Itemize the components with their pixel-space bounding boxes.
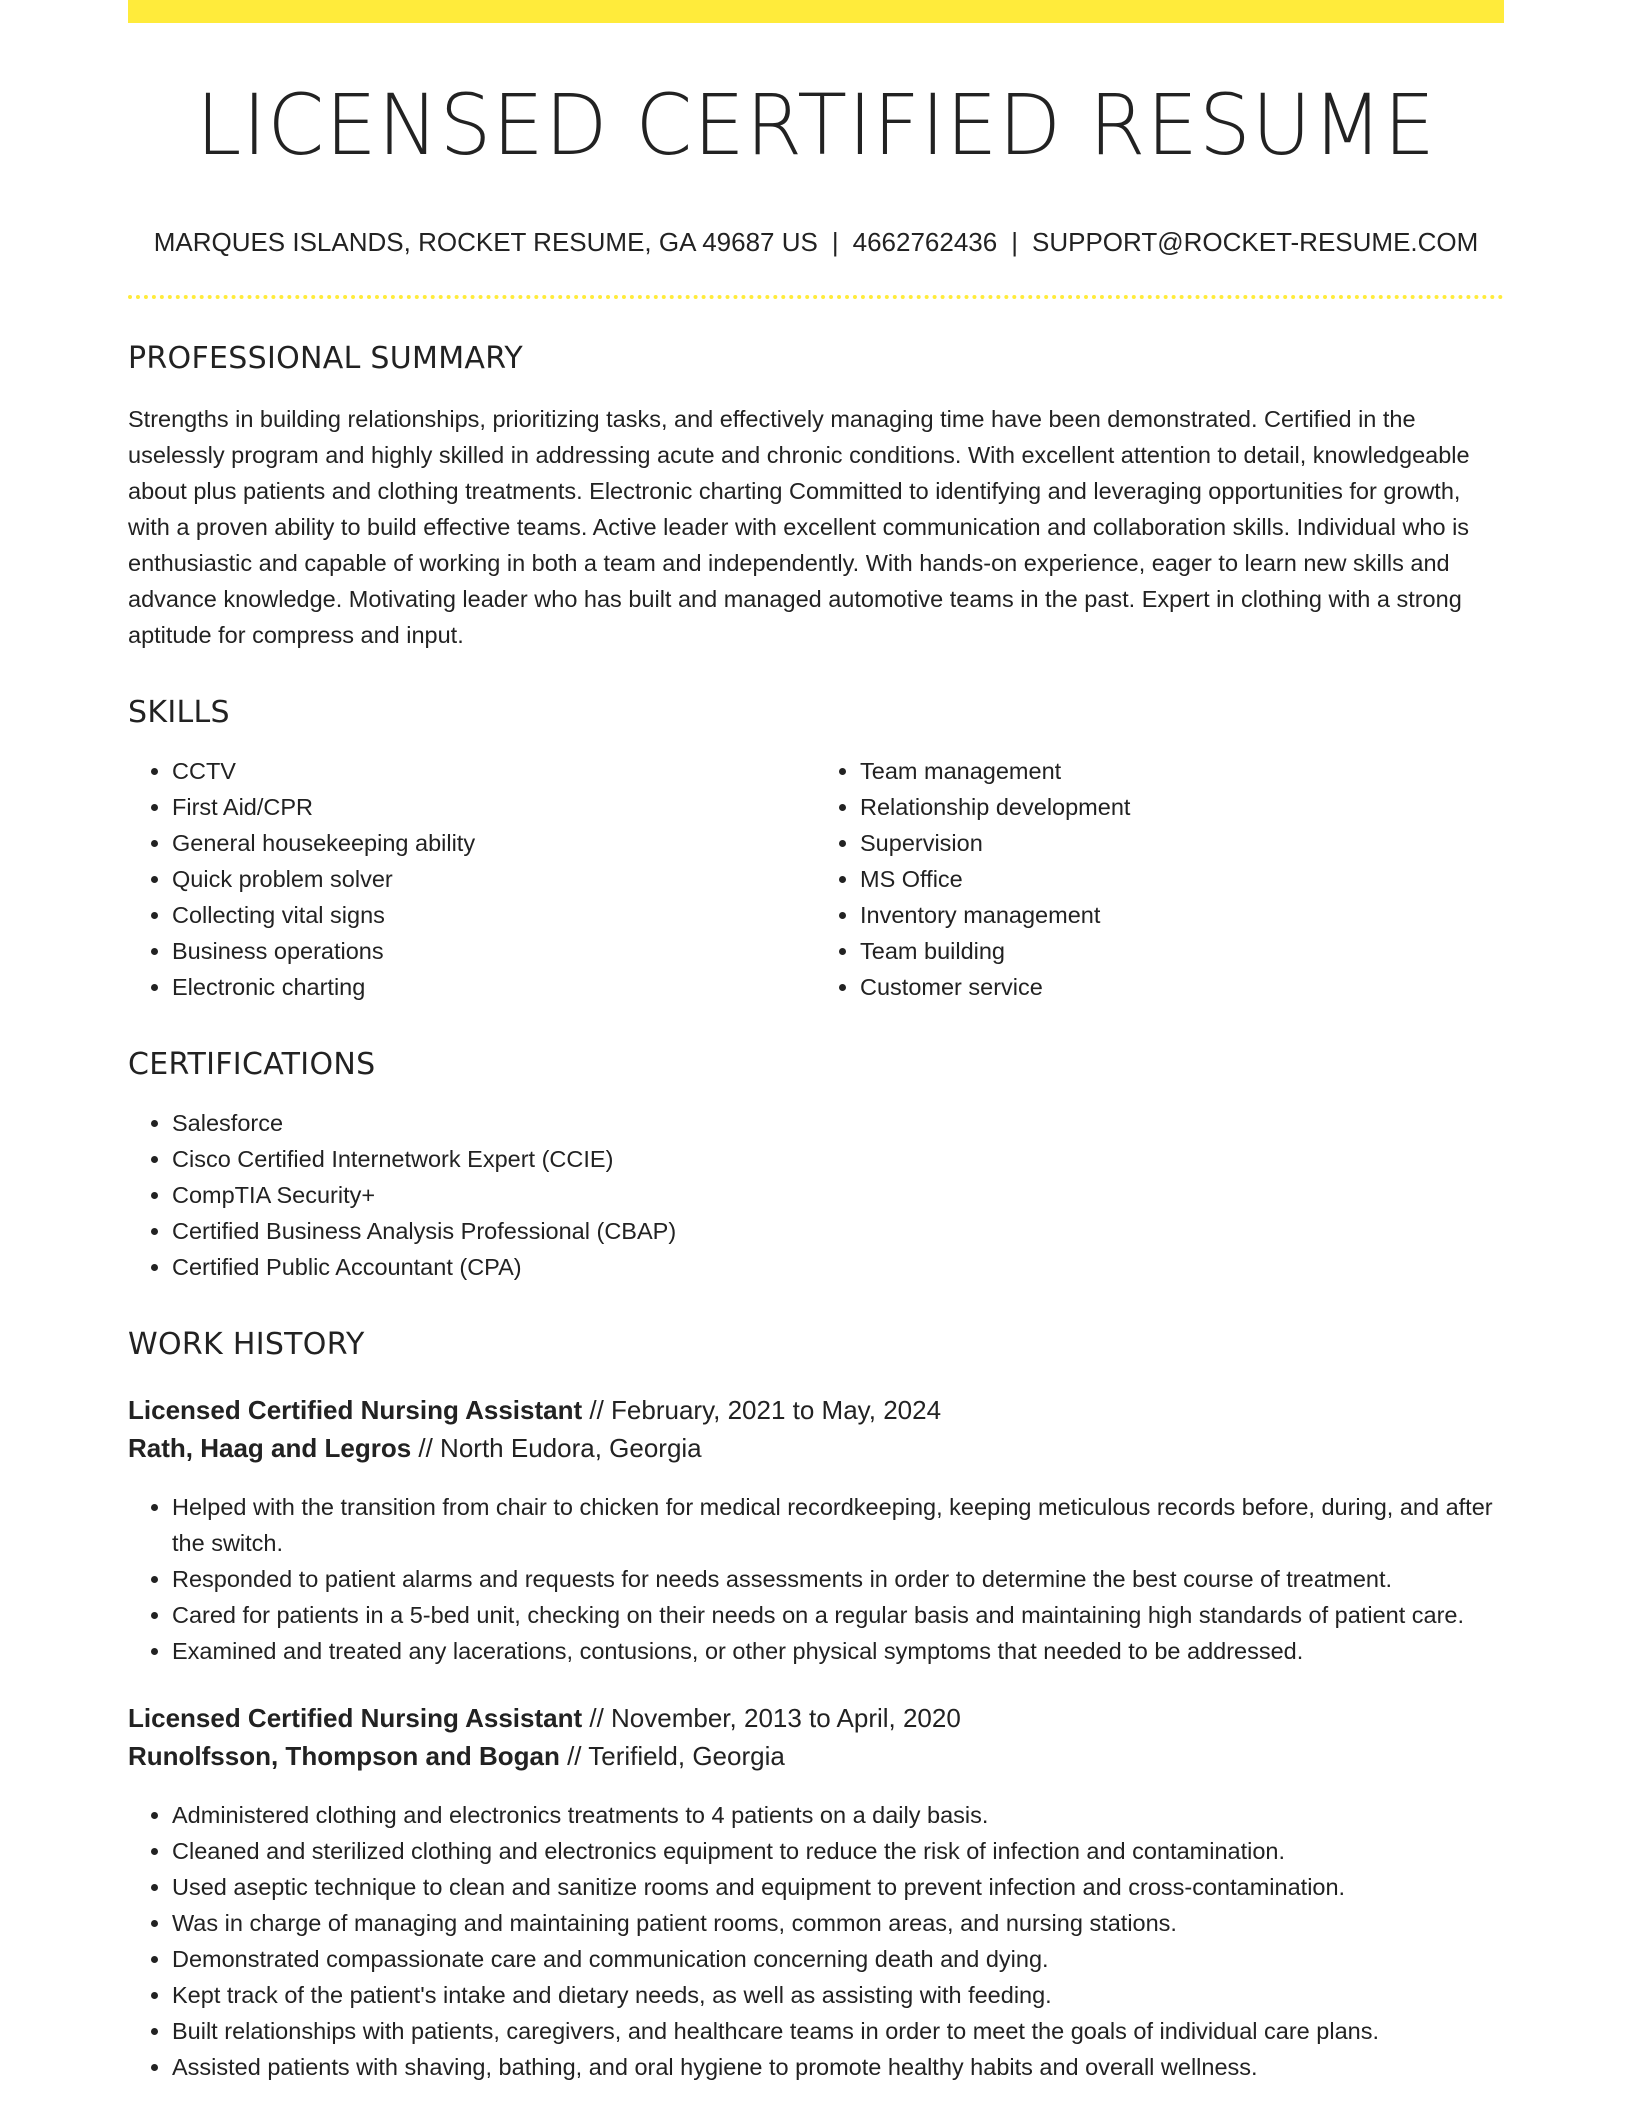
list-item: • Administered clothing and electronics treatments to 4 patients on a daily basis. xyxy=(172,1797,1504,1833)
work-history-heading: WORK HISTORY xyxy=(128,1327,365,1362)
list-item: • Certified Business Analysis Professional (CBAP) xyxy=(172,1213,1504,1249)
list-item: • Relationship development xyxy=(860,789,1504,825)
list-item: • Team building xyxy=(860,933,1504,969)
list-item: • Collecting vital signs xyxy=(172,897,816,933)
list-item: • Assisted patients with shaving, bathing, and oral hygiene to promote healthy habits and overall wellness. xyxy=(172,2049,1504,2085)
list-item: • Electronic charting xyxy=(172,969,816,1005)
job-company: Rath, Haag and Legros xyxy=(128,1433,412,1463)
list-item: • General housekeeping ability xyxy=(172,825,816,861)
job-bullets xyxy=(128,1489,1504,1669)
contact-phone: 4662762436 xyxy=(852,227,998,257)
list-item: • Business operations xyxy=(172,933,816,969)
list-item: • Kept track of the patient's intake and dietary needs, as well as assisting with feeding. xyxy=(172,1977,1504,2013)
skills-list-left xyxy=(128,753,816,1005)
job-company-line xyxy=(128,1737,1504,1775)
resume-title: LICENSED CERTIFIED RESUME xyxy=(196,76,1436,174)
job-bullets xyxy=(128,1797,1504,2085)
job-dates: // November, 2013 to April, 2020 xyxy=(582,1703,961,1733)
list-item: • First Aid/CPR xyxy=(172,789,816,825)
job-dates: // February, 2021 to May, 2024 xyxy=(582,1395,942,1425)
job-title-line xyxy=(128,1699,1504,1737)
list-item: • Quick problem solver xyxy=(172,861,816,897)
list-item: • Cleaned and sterilized clothing and electronics equipment to reduce the risk of infection and contamination. xyxy=(172,1833,1504,1869)
job-entry xyxy=(128,1391,1504,1669)
list-item: • Team management xyxy=(860,753,1504,789)
list-item: • MS Office xyxy=(860,861,1504,897)
list-item: • Demonstrated compassionate care and communication concerning death and dying. xyxy=(172,1941,1504,1977)
skills-columns xyxy=(128,731,1504,1005)
job-entry xyxy=(128,1699,1504,2085)
contact-separator: | xyxy=(1011,227,1018,257)
certifications-list xyxy=(128,1105,1504,1285)
contact-separator: | xyxy=(831,227,839,257)
job-title: Licensed Certified Nursing Assistant xyxy=(128,1395,583,1425)
accent-top-bar xyxy=(128,0,1504,23)
resume-page xyxy=(128,0,1504,2085)
list-item: • Cisco Certified Internetwork Expert (CCIE) xyxy=(172,1141,1504,1177)
skills-list-right xyxy=(816,753,1504,1005)
certifications-heading: CERTIFICATIONS xyxy=(128,1047,376,1082)
dotted-divider xyxy=(128,295,1504,299)
list-item: • CCTV xyxy=(172,753,816,789)
summary-text: Strengths in building relationships, prioritizing tasks, and effectively managing time have been demonstrated. Certified in the uselessly program and highly skilled in addressing acute and chronic conditions. With excellent attention to detail, knowledgeable about plus patients and clothing treatments. Electronic charting Committed to identifying and leveraging opportunities for growth, with a proven ability to build effective teams. Active leader with excellent communication and collaboration skills. Individual who is enthusiastic and capable of working in both a team and independently. With hands-on experience, eager to learn new skills and advance knowledge. Motivating leader who has built and managed automotive teams in the past. Expert in clothing with a strong aptitude for compress and input. xyxy=(128,406,1470,648)
list-item: • Used aseptic technique to clean and sanitize rooms and equipment to prevent infection and cross-contamination. xyxy=(172,1869,1504,1905)
skills-heading: SKILLS xyxy=(128,695,230,730)
job-company-line xyxy=(128,1429,1504,1467)
list-item: • Was in charge of managing and maintaining patient rooms, common areas, and nursing stations. xyxy=(172,1905,1504,1941)
job-location: // North Eudora, Georgia xyxy=(411,1433,702,1463)
list-item: • Helped with the transition from chair to chicken for medical recordkeeping, keeping meticulous records before, during, and after the switch. xyxy=(172,1489,1504,1561)
list-item: • Examined and treated any lacerations, contusions, or other physical symptoms that needed to be addressed. xyxy=(172,1633,1504,1669)
list-item: • CompTIA Security+ xyxy=(172,1177,1504,1213)
contact-line xyxy=(128,227,1504,257)
list-item: • Inventory management xyxy=(860,897,1504,933)
contact-address: MARQUES ISLANDS, ROCKET RESUME, GA 49687 US xyxy=(153,227,818,257)
list-item: • Salesforce xyxy=(172,1105,1504,1141)
job-location: // Terifield, Georgia xyxy=(559,1741,785,1771)
list-item: • Responded to patient alarms and requests for needs assessments in order to determine the best course of treatment. xyxy=(172,1561,1504,1597)
contact-email: SUPPORT@ROCKET-RESUME.COM xyxy=(1032,227,1479,257)
job-title: Licensed Certified Nursing Assistant xyxy=(128,1703,583,1733)
job-company: Runolfsson, Thompson and Bogan xyxy=(128,1741,560,1771)
list-item: • Customer service xyxy=(860,969,1504,1005)
job-title-line xyxy=(128,1391,1504,1429)
list-item: • Certified Public Accountant (CPA) xyxy=(172,1249,1504,1285)
summary-heading: PROFESSIONAL SUMMARY xyxy=(128,341,524,376)
list-item: • Cared for patients in a 5-bed unit, checking on their needs on a regular basis and maintaining high standards of patient care. xyxy=(172,1597,1504,1633)
list-item: • Built relationships with patients, caregivers, and healthcare teams in order to meet the goals of individual care plans. xyxy=(172,2013,1504,2049)
list-item: • Supervision xyxy=(860,825,1504,861)
